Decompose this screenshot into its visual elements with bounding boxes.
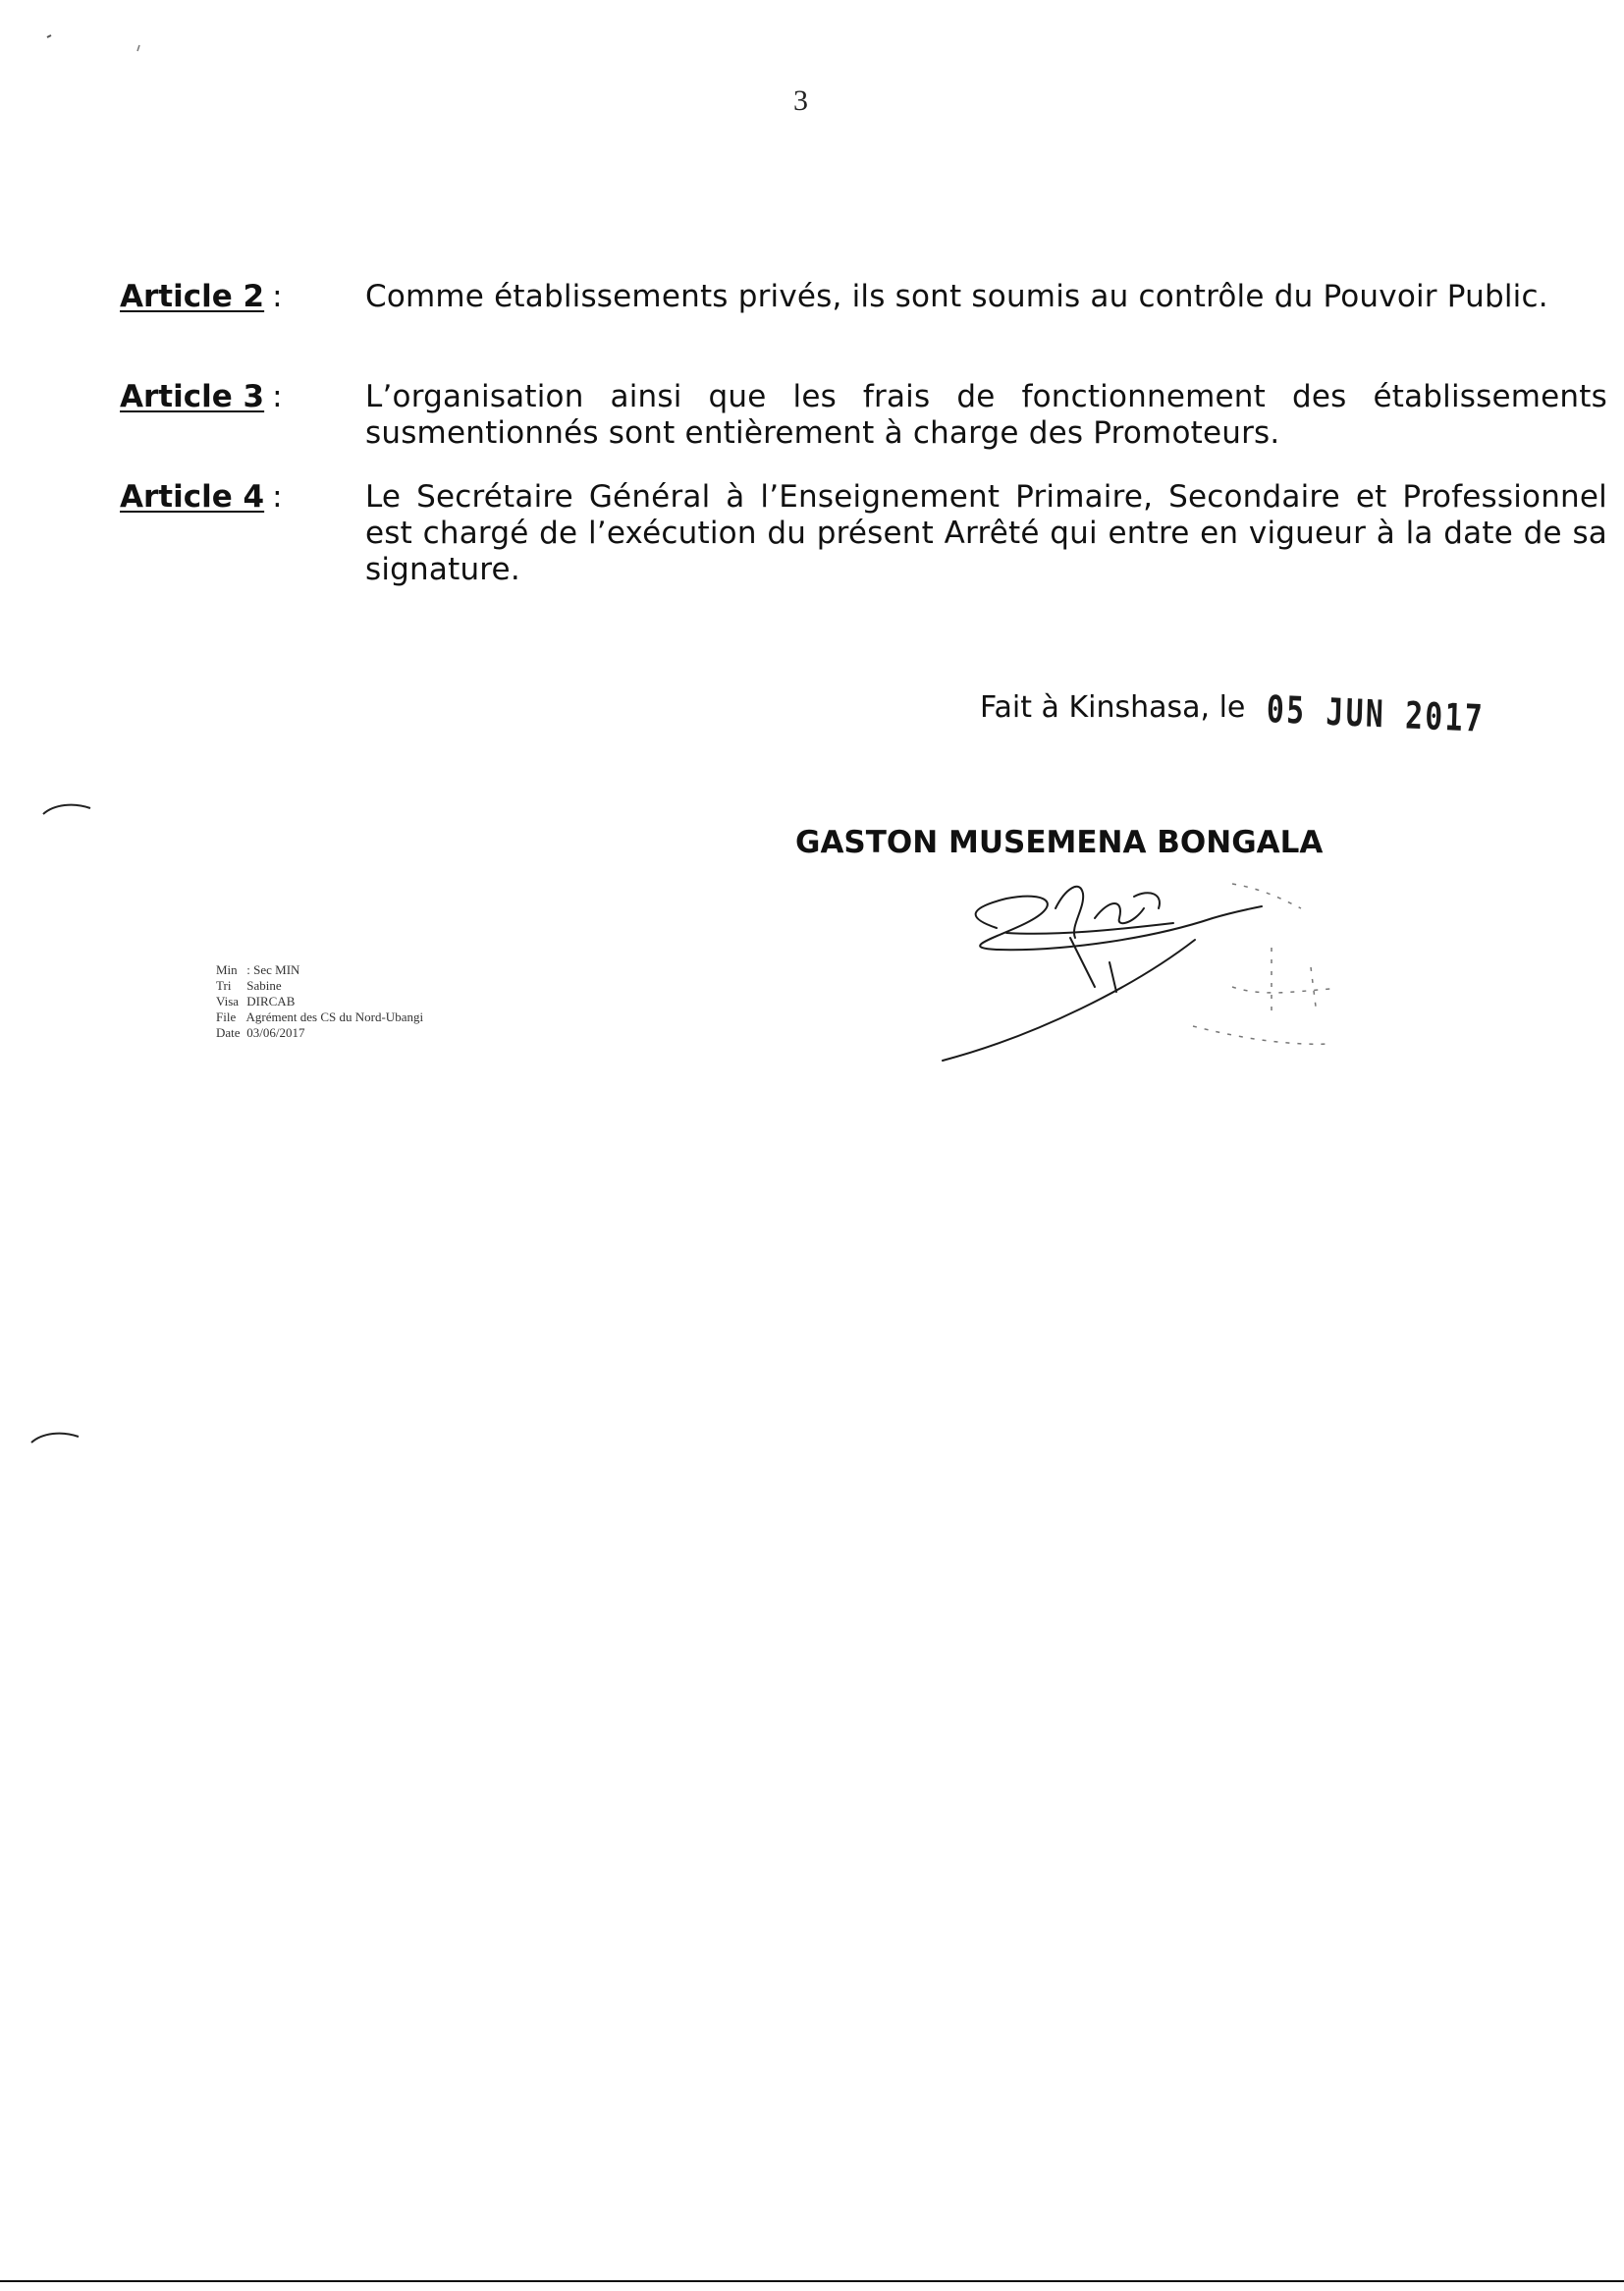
scan-speck — [39, 29, 157, 69]
reference-line — [216, 1025, 423, 1041]
reference-value: : Sec MIN — [246, 962, 300, 977]
reference-line — [216, 1009, 423, 1025]
article-text: L’organisation ainsi que les frais de fonctionnement des établissements susmentionnés sont entièrement à charge des Promoteurs. — [365, 379, 1607, 451]
reference-key: File — [216, 1009, 237, 1024]
reference-key: Min — [216, 962, 238, 977]
handwritten-signature — [938, 879, 1488, 1105]
punch-hole-mark — [39, 800, 98, 820]
reference-value: DIRCAB — [246, 994, 296, 1009]
reference-value: Agrément des CS du Nord-Ubangi — [245, 1009, 424, 1024]
place-and-date-label: Fait à Kinshasa, le — [980, 690, 1246, 725]
article-text: Comme établissements privés, ils sont soumis au contrôle du Pouvoir Public. — [365, 279, 1548, 314]
article-label-colon: : — [272, 379, 283, 414]
article-label-text: Article 2 — [120, 279, 265, 314]
reference-value: Sabine — [246, 978, 282, 993]
signatory-name: GASTON MUSEMENA BONGALA — [795, 825, 1324, 860]
article-label — [120, 479, 283, 515]
reference-line — [216, 994, 423, 1009]
article-label — [120, 279, 283, 314]
page-number: 3 — [793, 84, 808, 117]
reference-key: Date — [216, 1025, 241, 1040]
reference-value: 03/06/2017 — [246, 1025, 305, 1040]
reference-key: Visa — [216, 994, 240, 1009]
article-label-colon: : — [272, 279, 283, 314]
date-stamp: 05 JUN 2017 — [1266, 687, 1486, 740]
punch-hole-mark — [27, 1429, 86, 1448]
article-label — [120, 379, 283, 414]
article-label-text: Article 4 — [120, 479, 265, 515]
article-text: Le Secrétaire Général à l’Enseignement Primaire, Secondaire et Professionnel est chargé de l’exécution du présent Arrêté qui entre en vigueur à la date de sa signature. — [365, 479, 1607, 587]
reference-block — [216, 962, 423, 1041]
bottom-edge-line — [0, 2280, 1624, 2282]
article-label-colon: : — [272, 479, 283, 515]
reference-line — [216, 962, 423, 978]
reference-line — [216, 978, 423, 994]
reference-key: Tri — [216, 978, 232, 993]
article-label-text: Article 3 — [120, 379, 265, 414]
